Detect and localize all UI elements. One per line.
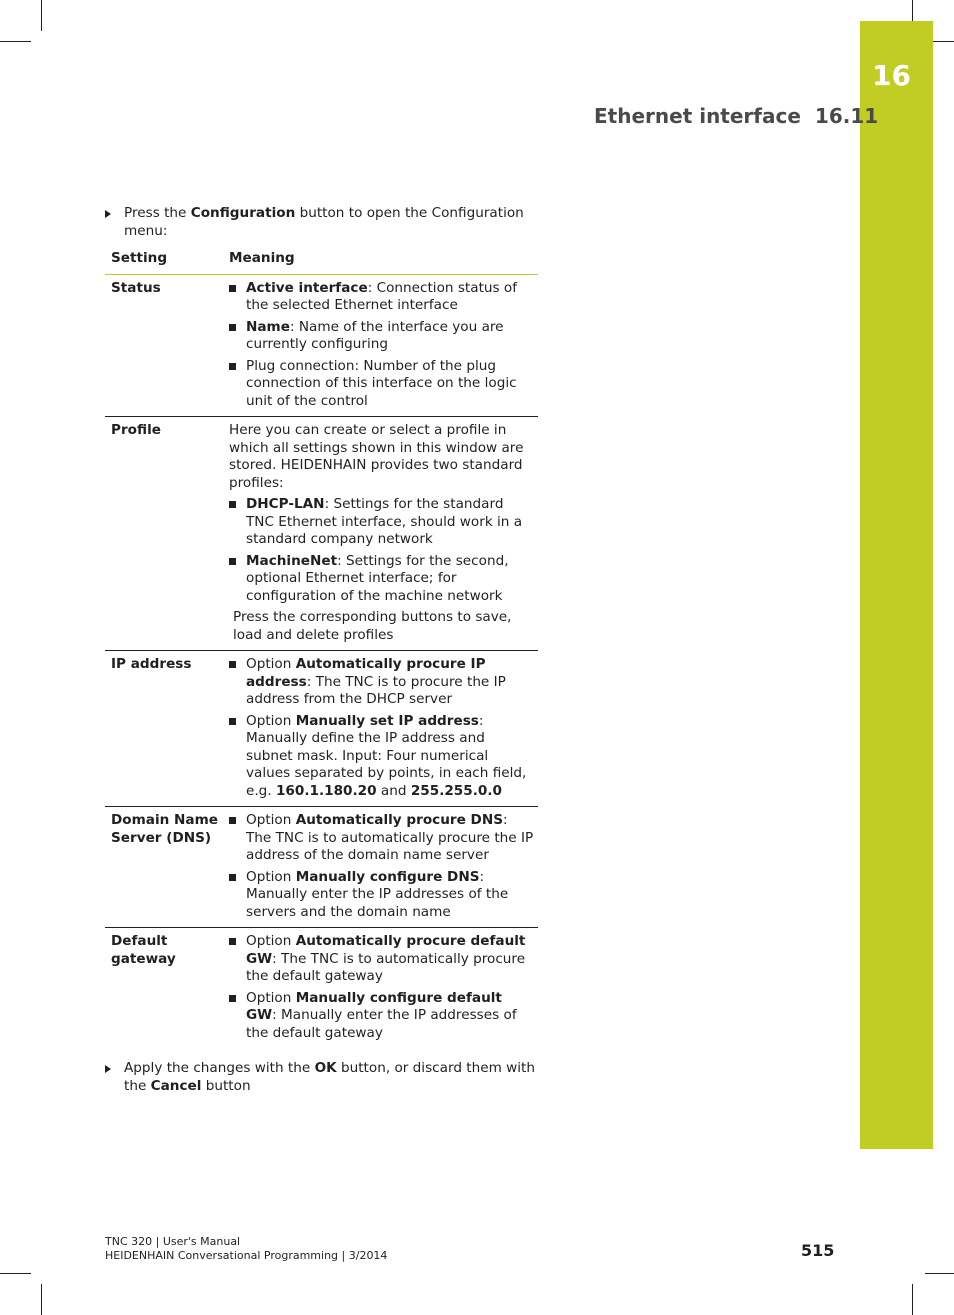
table-row xyxy=(105,417,538,651)
crop-mark xyxy=(41,0,42,31)
step-arrow-icon xyxy=(105,210,111,218)
footer-line-1: TNC 320 | User's Manual xyxy=(105,1235,241,1248)
column-header-meaning: Meaning xyxy=(223,246,538,274)
list-item: Option Automatically procure DNS: The TNC is to automatically procure the IP address of the domain name server xyxy=(229,812,534,865)
setting-name: IP address xyxy=(105,651,223,807)
page-header xyxy=(594,102,878,130)
list-item: Name: Name of the interface you are currently configuring xyxy=(229,319,534,354)
list-item: DHCP-LAN: Settings for the standard TNC Ethernet interface, should work in a standard company network xyxy=(229,496,534,549)
profile-outro: Press the corresponding buttons to save, load and delete profiles xyxy=(233,609,512,643)
setting-meaning xyxy=(223,274,538,417)
table-row xyxy=(105,651,538,807)
step-arrow-icon xyxy=(105,1065,111,1073)
list-item: Active interface: Connection status of the selected Ethernet interface xyxy=(229,280,534,315)
page-number: 515 xyxy=(801,1241,835,1260)
list-item: Option Manually configure default GW: Manually enter the IP addresses of the default gateway xyxy=(229,990,534,1043)
crop-mark xyxy=(41,1284,42,1315)
column-header-setting: Setting xyxy=(105,246,223,274)
table-row xyxy=(105,928,538,1049)
chapter-tab xyxy=(860,21,933,1149)
setting-name: Domain Name Server (DNS) xyxy=(105,807,223,928)
setting-meaning xyxy=(223,807,538,928)
footer-line-2: HEIDENHAIN Conversational Programming | 3/2014 xyxy=(105,1249,388,1262)
main-content xyxy=(105,205,539,1095)
chapter-number: 16 xyxy=(872,59,911,92)
instruction-step: Apply the changes with the OK button, or discard them with the Cancel button xyxy=(105,1060,539,1095)
setting-meaning xyxy=(223,417,538,651)
crop-mark xyxy=(0,41,31,42)
instruction-step: Press the Configuration button to open the Configuration menu: xyxy=(105,205,539,240)
profile-intro: Here you can create or select a profile in which all settings shown in this window are stored. HEIDENHAIN provides two standard profiles: xyxy=(229,422,524,491)
settings-table xyxy=(105,246,538,1048)
header-title: Ethernet interface xyxy=(594,104,801,128)
list-item: Option Manually set IP address: Manually define the IP address and subnet mask. Input: Four numerical values separated by points, in each field, e.g. 160.1.180.20 and 255.255.0.0 xyxy=(229,713,534,801)
setting-name: Status xyxy=(105,274,223,417)
table-row xyxy=(105,807,538,928)
crop-mark xyxy=(912,1284,913,1315)
setting-name: Default gateway xyxy=(111,933,176,967)
list-item: Option Automatically procure IP address: The TNC is to procure the IP address from the DHCP server xyxy=(229,656,534,709)
list-item: Option Automatically procure default GW: The TNC is to automatically procure the default gateway xyxy=(229,933,534,986)
header-section: 16.11 xyxy=(814,104,879,128)
list-item: Plug connection: Number of the plug connection of this interface on the logic unit of the control xyxy=(229,358,534,411)
table-row xyxy=(105,274,538,417)
crop-mark xyxy=(925,1273,954,1274)
setting-name: Profile xyxy=(105,417,223,651)
setting-meaning xyxy=(223,928,538,1049)
table-header-row xyxy=(105,246,538,274)
crop-mark xyxy=(933,41,954,42)
crop-mark xyxy=(912,0,913,21)
crop-mark xyxy=(0,1273,31,1274)
list-item: MachineNet: Settings for the second, optional Ethernet interface; for configuration of the machine network xyxy=(229,553,534,606)
setting-meaning xyxy=(223,651,538,807)
footer xyxy=(105,1235,387,1263)
list-item: Option Manually configure DNS: Manually enter the IP addresses of the servers and the domain name xyxy=(229,869,534,922)
